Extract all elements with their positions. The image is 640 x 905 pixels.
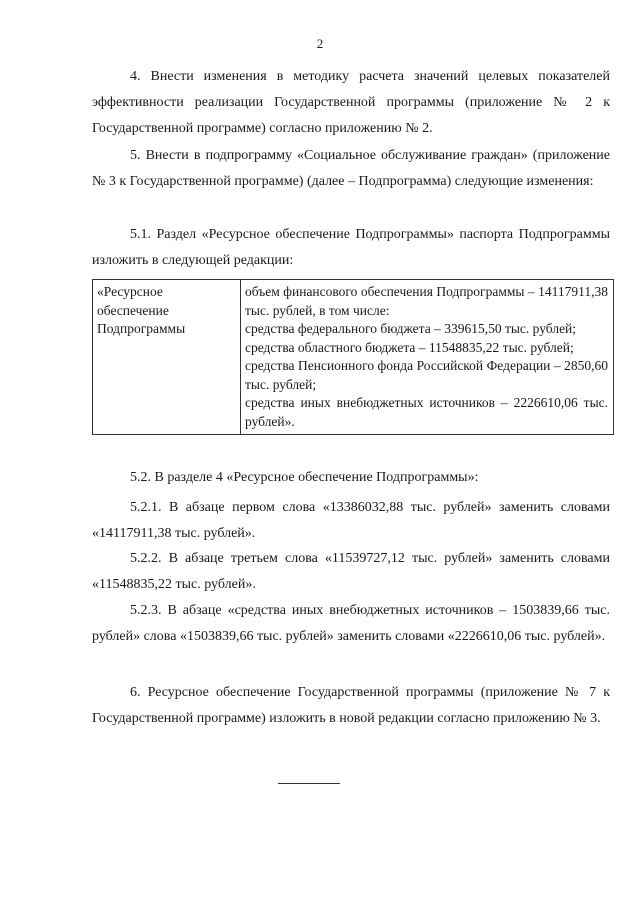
paragraph-4: 4. Внести изменения в методику расчета значений целевых показателей эффективности реализации Государственной программы (приложение № 2 к Государственной программе) согласно приложению № 2. xyxy=(92,69,610,136)
paragraph-5-2-2: 5.2.2. В абзаце третьем слова «11539727,12 тыс. рублей» заменить словами «11548835,22 тыс. рублей». xyxy=(92,551,610,592)
funding-federal: средства федерального бюджета – 339615,50 тыс. рублей; xyxy=(245,321,577,336)
table-row xyxy=(93,280,614,435)
funding-pension-fund: средства Пенсионного фонда Российской Федерации – 2850,60 тыс. рублей; xyxy=(245,358,608,392)
paragraph-5-2-1: 5.2.1. В абзаце первом слова «13386032,88 тыс. рублей» заменить словами «14117911,38 тыс. рублей». xyxy=(92,500,610,541)
funding-regional: средства областного бюджета – 11548835,22 тыс. рублей; xyxy=(245,339,574,355)
table-cell-label xyxy=(93,280,241,435)
end-divider xyxy=(278,783,340,784)
paragraph-5-2-3: 5.2.3. В абзаце «средства иных внебюджетных источников – 1503839,66 тыс. рублей» слова «1503839,66 тыс. рублей» заменить словами «2226610,06 тыс. рублей». xyxy=(92,603,610,644)
funding-total: объем финансового обеспечения Подпрограммы – 14117911,38 тыс. рублей, в том числе: xyxy=(245,284,608,318)
funding-other: средства иных внебюджетных источников – 2226610,06 тыс. рублей». xyxy=(245,395,608,429)
resource-label: «Ресурсное обеспечение Подпрограммы xyxy=(97,284,186,336)
paragraph-6: 6. Ресурсное обеспечение Государственной программы (приложение № 7 к Государственной программе) изложить в новой редакции согласно приложению № 3. xyxy=(92,685,610,726)
paragraph-5: 5. Внести в подпрограмму «Социальное обслуживание граждан» (приложение № 3 к Государственной программе) (далее – Подпрограмма) следующие изменения: xyxy=(92,148,610,189)
table-cell-values xyxy=(241,280,614,435)
paragraph-5-2: 5.2. В разделе 4 «Ресурсное обеспечение Подпрограммы»: xyxy=(130,470,479,485)
resource-table xyxy=(92,279,614,435)
paragraph-5-1: 5.1. Раздел «Ресурсное обеспечение Подпрограммы» паспорта Подпрограммы изложить в следующей редакции: xyxy=(92,227,610,268)
page-number: 2 xyxy=(316,36,324,51)
